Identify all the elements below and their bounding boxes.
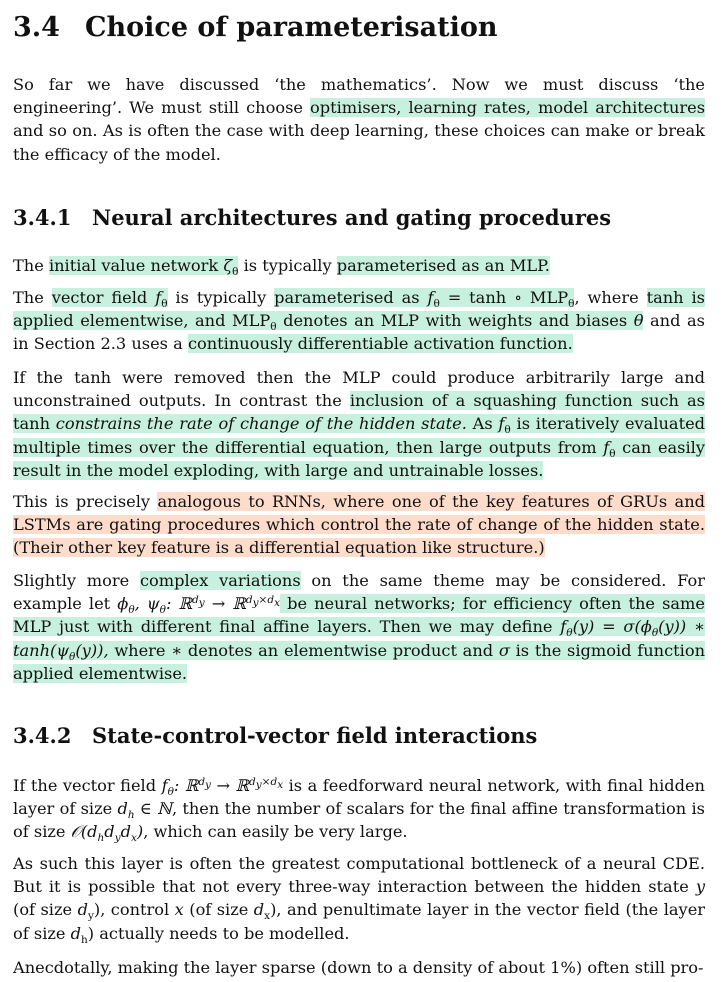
subsection-heading-1 xyxy=(13,205,611,230)
complex-variations-paragraph: Slightly more complex variations on the same theme may be considered. For example let $\phi_\theta$, $\psi_\theta$: ℝ$^{d_y}$ → ℝ$^{d_y\times d_x}$ be neural networks; for efficiency often the same MLP just with different final affine layers. Then we may define $f_\theta(y) = \sigma(\phi_\theta(y))$ ∗ $\tanh(\psi_\theta(y))$, where ∗ denotes an elementwise product and σ is the sigmoid function applied elementwise. xyxy=(13,571,706,683)
section-heading xyxy=(13,12,497,43)
tanh-paragraph: If the tanh were removed then the MLP could produce arbitrarily large and unconstrained outputs. In contrast the inclusion of a squashing function such as tanh constrains the rate of change of the hidden state. As $f_\theta$ is iteratively evaluated multiple times over the differential equation, then large outputs from $f_\theta$ can easily result in the model exploding, with large and untrainable losses. xyxy=(13,368,706,480)
rnn-analogy-paragraph: This is precisely analogous to RNNs, where one of the key features of GRUs and LSTMs are gating procedures which control the rate of change of the hidden state. (Their other key feature is a differential equation like structure.) xyxy=(13,492,706,558)
highlight: optimisers, learning rates, model architectures xyxy=(310,98,705,118)
subsection-number: 3.4.2 xyxy=(13,723,72,748)
highlight: parameterised as $f_\theta = \tanh$ ∘ $MLP_\theta$ xyxy=(274,288,575,311)
highlight: parameterised as an MLP. xyxy=(336,256,550,275)
highlight-orange: analogous to RNNs, where one of the key features of GRUs and LSTMs are gating procedures which control the rate of change of the hidden state. (Their other key feature is a differential equation like structure.) xyxy=(13,492,706,558)
initial-value-paragraph: The initial value network $\zeta_\theta$ is typically parameterised as an MLP. xyxy=(13,256,550,279)
intro-paragraph: So far we have discussed ‘the mathematics’. Now we must discuss ‘the engineering’. We must still choose optimisers, learning rates, model architectures and so on. As is often the case with deep learning, these choices can make or break the efficacy of the model. xyxy=(13,75,705,164)
subsection-title: Neural architectures and gating procedures xyxy=(92,205,612,230)
subsection-heading-2 xyxy=(13,723,537,748)
subsection-title: State-control-vector field interactions xyxy=(92,723,538,748)
anecdote-paragraph: Anecdotally, making the layer sparse (down to a density of about 1%) often still pro- xyxy=(13,958,704,977)
highlight: tanh is applied elementwise, and $MLP_\theta$ denotes an MLP with weights and biases θ xyxy=(13,288,705,334)
section-number: 3.4 xyxy=(13,12,60,43)
subsection-number: 3.4.1 xyxy=(13,205,72,230)
highlight: be neural networks; for efficiency often the same MLP just with different final affine layers. Then we may define $f_\theta(y) = \sigma(\phi_\theta(y))$ ∗ $\tanh(\psi_\theta(y))$, where ∗ denotes an elementwise product and σ is the sigmoid function applied elementwise. xyxy=(13,594,706,683)
highlight: initial value network $\zeta_\theta$ xyxy=(48,256,239,279)
highlight: inclusion of a squashing function such as tanh constrains the rate of change of the hidden state. As $f_\theta$ is iteratively evaluated multiple times over the differential equation, then large outputs from $f_\theta$ can easily result in the model exploding, with large and untrainable losses. xyxy=(13,391,706,480)
section-title: Choice of parameterisation xyxy=(85,12,498,43)
bottleneck-paragraph: As such this layer is often the greatest computational bottleneck of a neural CDE. But it is possible that not every three-way interaction between the hidden state y (of size $d_y$), control x (of size $d_x$), and penultimate layer in the vector field (the layer of size $d_h$) actually needs to be modelled. xyxy=(13,854,706,946)
highlight: vector field $f_\theta$ xyxy=(51,288,168,311)
highlight: complex variations xyxy=(139,571,301,590)
feedforward-paragraph: If the vector field $f_\theta$: ℝ$^{d_y}$ → ℝ$^{d_y\times d_x}$ is a feedforward neural network, with final hidden layer of size $d_h$ ∈ ℕ, then the number of scalars for the final affine transformation is of size $𝒪(d_hd_yd_x)$, which can easily be very large. xyxy=(13,775,705,845)
vector-field-paragraph: The vector field $f_\theta$ is typically parameterised as $f_\theta = \tanh$ ∘ $MLP_\theta$, where tanh is applied elementwise, and $MLP_\theta$ denotes an MLP with weights and biases θ and as in Section 2.3 uses a continuously differentiable activation function. xyxy=(13,288,705,354)
highlight: continuously differentiable activation function. xyxy=(187,334,573,354)
